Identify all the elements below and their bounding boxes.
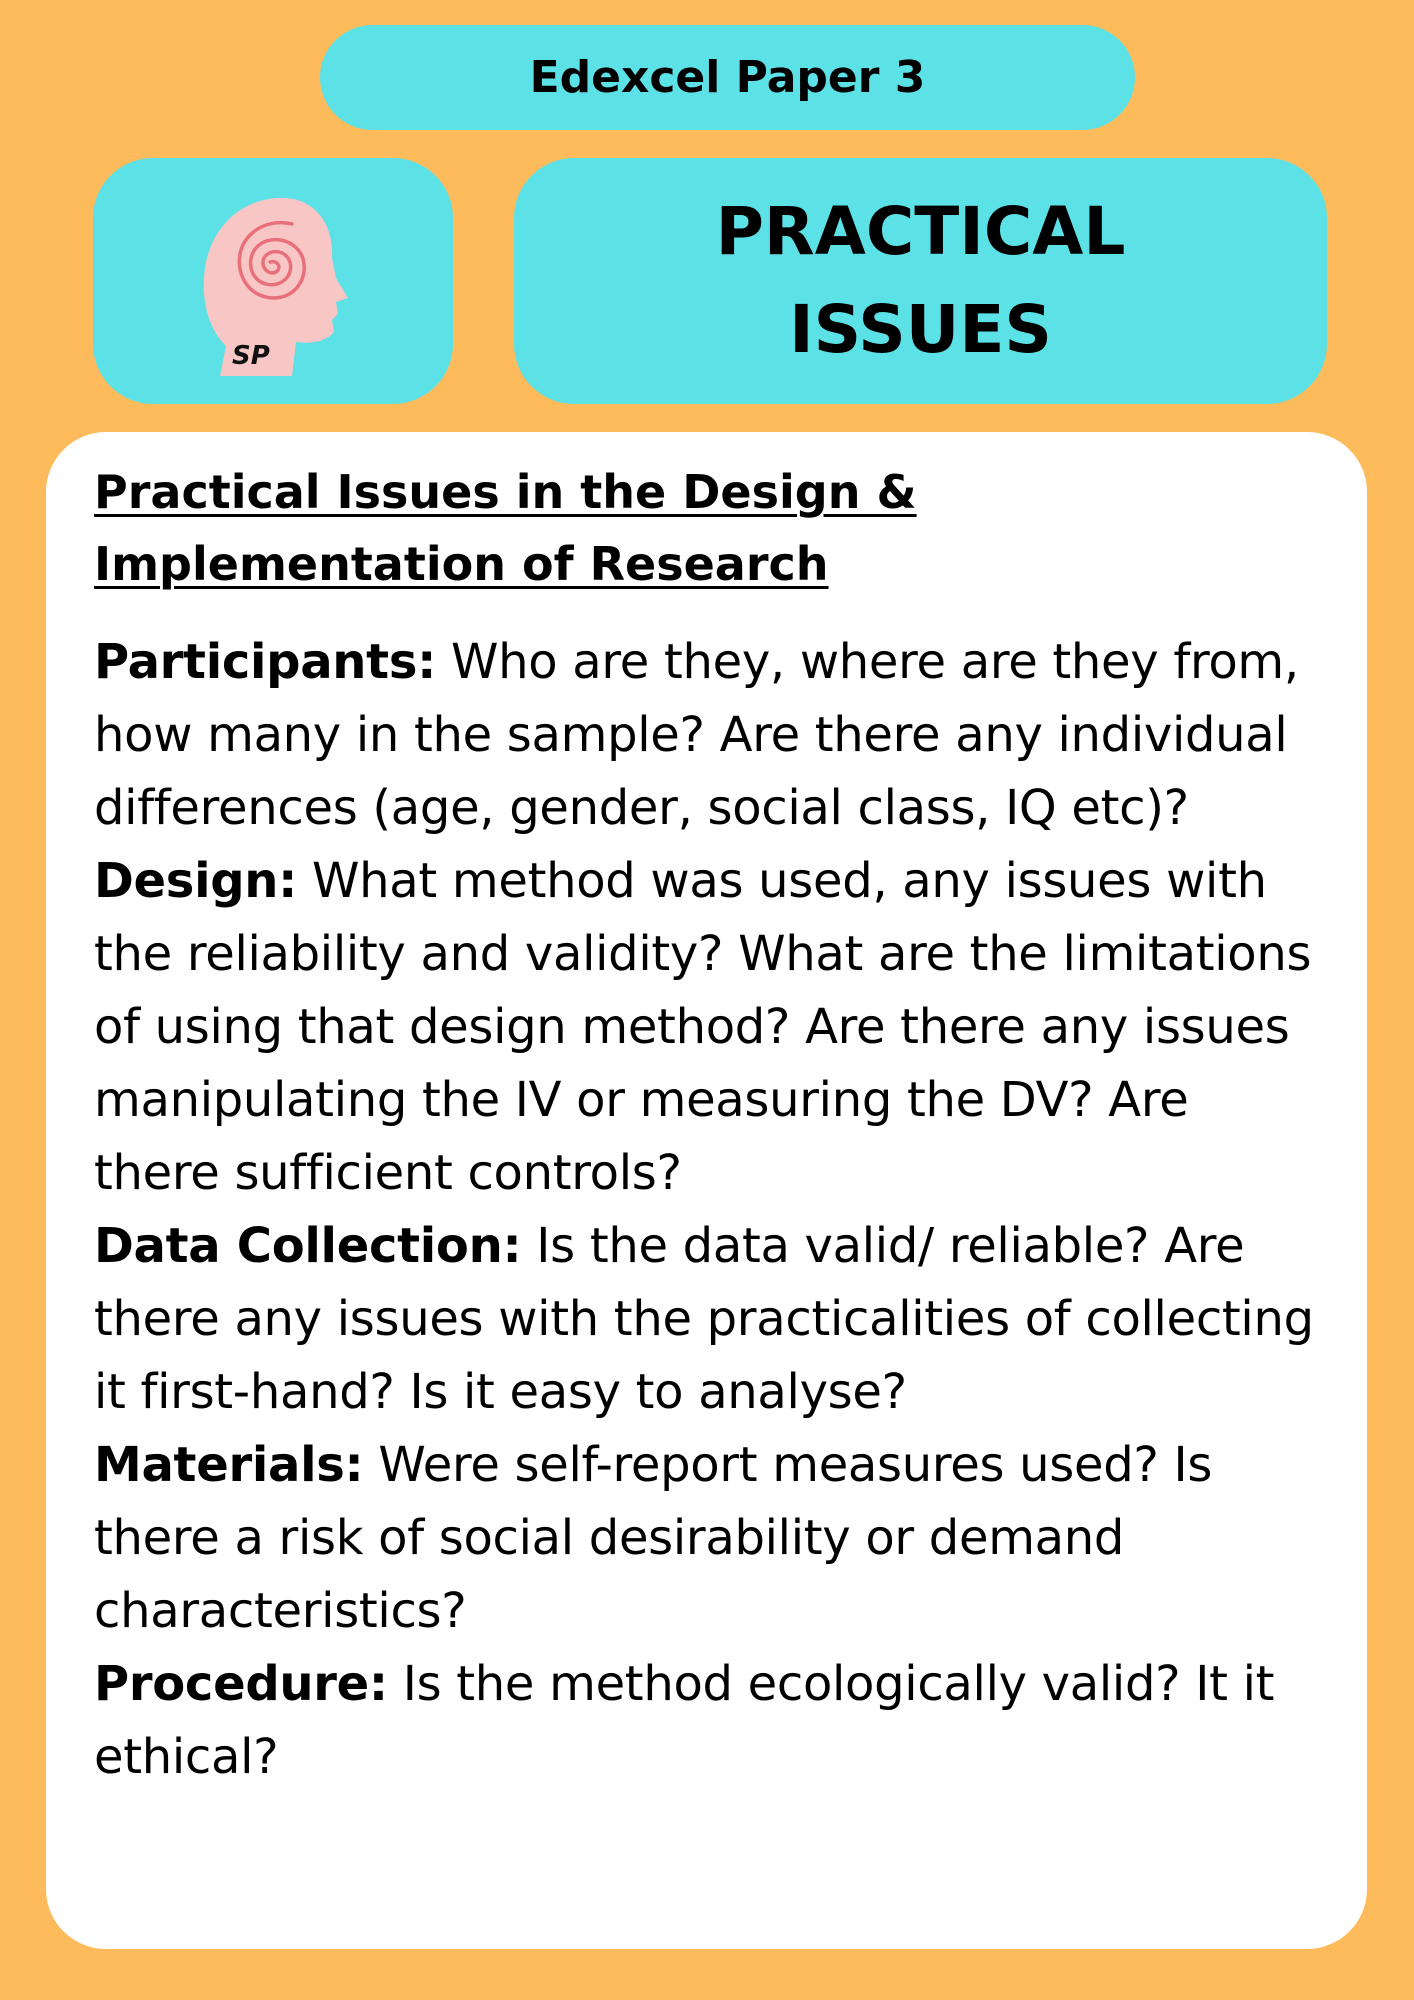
card-heading-line-2: Implementation of Research — [94, 537, 829, 591]
section-materials — [94, 1429, 1327, 1648]
content-card — [46, 432, 1367, 1949]
section-design — [94, 845, 1327, 1210]
section-participants — [94, 626, 1327, 845]
logo-box — [93, 158, 453, 404]
head-spiral-icon — [198, 186, 348, 376]
section-procedure — [94, 1648, 1327, 1794]
title-line-2: ISSUES — [789, 291, 1052, 368]
title-line-1: PRACTICAL — [715, 193, 1126, 270]
card-heading — [94, 456, 1327, 600]
section-label: Procedure: — [94, 1656, 388, 1712]
section-label: Data Collection: — [94, 1218, 522, 1274]
card-heading-line-1: Practical Issues in the Design & — [94, 465, 917, 519]
page-title — [514, 158, 1327, 404]
section-label: Materials: — [94, 1437, 364, 1493]
section-label: Participants: — [94, 634, 436, 690]
paper-label — [320, 25, 1135, 130]
section-text: Is the data valid/ reliable? Are there any issues with the practicalities of collecting it first-hand? Is it easy to analyse? — [94, 1218, 1314, 1420]
logo-initials: SP — [232, 341, 270, 371]
section-label: Design: — [94, 853, 298, 909]
paper-label-text: Edexcel Paper 3 — [529, 52, 926, 103]
section-text: What method was used, any issues with the reliability and validity? What are the limitations of using that design method? Are there any issues manipulating the IV or measuring the DV? Are there sufficient controls? — [94, 853, 1312, 1201]
section-data-collection — [94, 1210, 1327, 1429]
section-text: Who are they, where are they from, how many in the sample? Are there any individual differences (age, gender, social class, IQ etc)? — [94, 634, 1299, 836]
section-text: Is the method ecologically valid? It it ethical? — [94, 1656, 1275, 1785]
section-text: Were self-report measures used? Is there a risk of social desirability or demand characteristics? — [94, 1437, 1213, 1639]
